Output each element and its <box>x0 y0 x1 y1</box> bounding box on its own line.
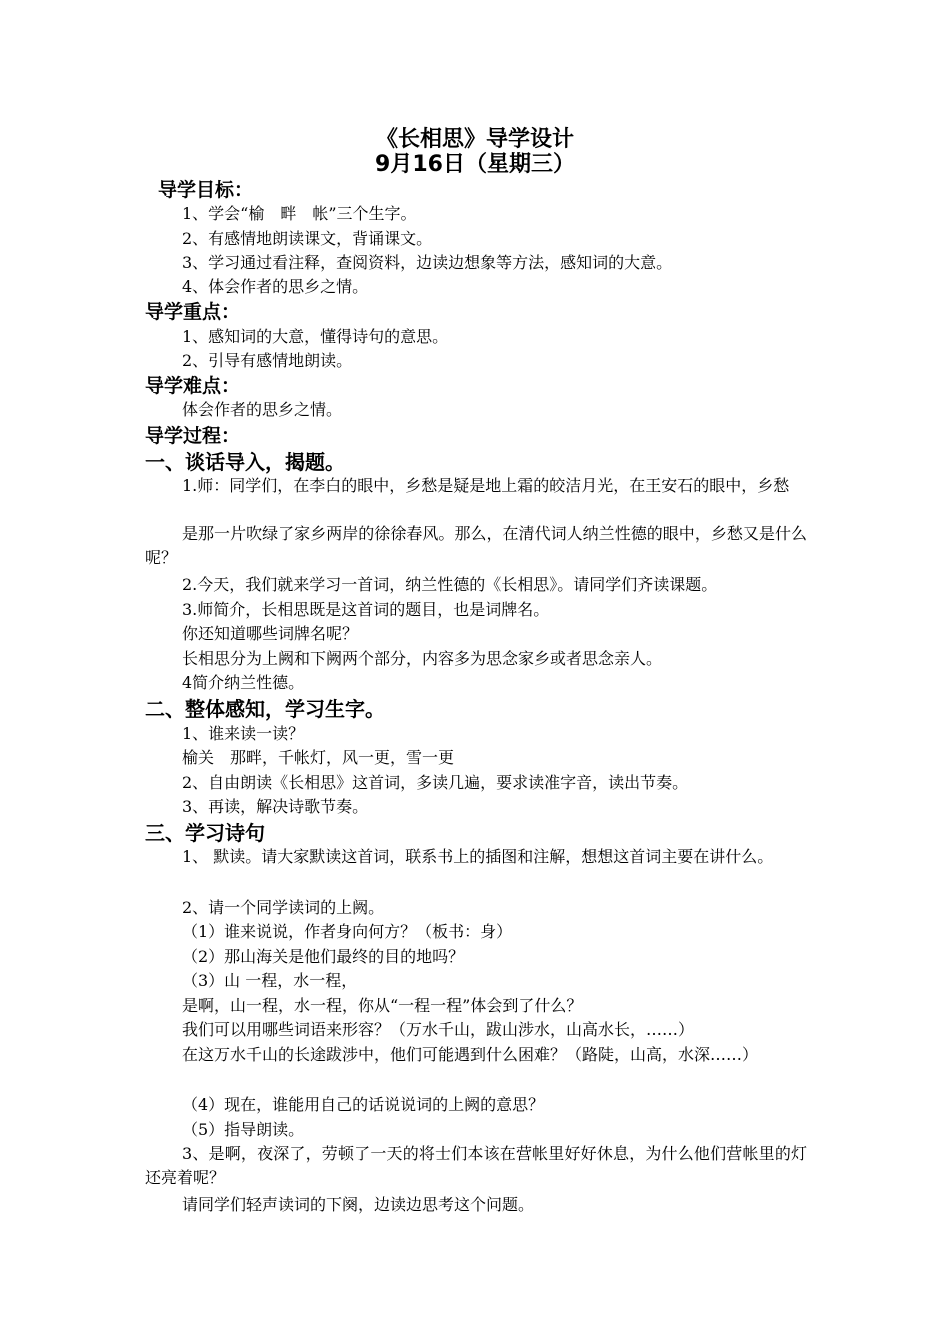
section-3-line-12: 请同学们轻声读词的下阕，边读边思考这个问题。 <box>182 1195 535 1214</box>
section-2-line-3: 2、自由朗读《长相思》这首词，多读几遍，要求读准字音，读出节奏。 <box>182 773 689 792</box>
document-date: 9月16日（星期三） <box>375 152 575 177</box>
key-point-2: 2、引导有感情地朗读。 <box>182 351 353 370</box>
section-3-line-4: （2）那山海关是他们最终的目的地吗？ <box>182 947 465 966</box>
document-title: 《长相思》导学设计 <box>375 127 574 152</box>
section-2-line-2: 榆关 那畔，千帐灯，风一更，雪一更 <box>182 748 455 767</box>
section-3-line-2: 2、请一个同学读词的上阙。 <box>182 898 385 917</box>
section-1-line-2: 是那一片吹绿了家乡两岸的徐徐春风。那么，在清代词人纳兰性德的眼中，乡愁又是什么呢？ <box>145 524 807 567</box>
process-heading: 导学过程： <box>145 425 241 447</box>
section-2-line-4: 3、再读，解决诗歌节奏。 <box>182 797 369 816</box>
goal-item-1: 1、学会“榆 畔 帐”三个生字。 <box>182 204 417 223</box>
section-1-line-1: 1.师：同学们，在李白的眼中，乡愁是疑是地上霜的皎洁月光，在王安石的眼中，乡愁 <box>182 476 790 495</box>
section-3-line-11: 3、是啊，夜深了，劳顿了一天的将士们本该在营帐里好好休息，为什么他们营帐里的灯还亮着呢？ <box>145 1144 807 1187</box>
section-3-line-5: （3）山 一程，水一程， <box>182 971 358 990</box>
section-2-line-1: 1、谁来读一读？ <box>182 724 305 743</box>
section-3-line-10: （5）指导朗读。 <box>182 1120 305 1139</box>
section-3-line-6: 是啊，山一程，水一程，你从“一程一程”体会到了什么？ <box>182 996 583 1015</box>
key-point-1: 1、感知词的大意，懂得诗句的意思。 <box>182 327 449 346</box>
section-3-line-1: 1、 默读。请大家默读这首词，联系书上的插图和注解，想想这首词主要在讲什么。 <box>182 847 774 866</box>
goal-item-3: 3、学习通过看注释，查阅资料，边读边想象等方法，感知词的大意。 <box>182 253 673 272</box>
difficulty-text: 体会作者的思乡之情。 <box>182 400 343 419</box>
section-3-line-3: （1）谁来说说，作者身向何方？（板书：身） <box>182 922 513 941</box>
key-points-heading: 导学重点： <box>145 301 241 323</box>
section-3-line-7: 我们可以用哪些词语来形容？（万水千山，跋山涉水，山高水长，……） <box>182 1020 695 1039</box>
section-1-line-4: 3.师简介，长相思既是这首词的题目，也是词牌名。 <box>182 600 550 619</box>
section-3-heading: 三、学习诗句 <box>145 821 265 845</box>
section-1-line-6: 长相思分为上阙和下阙两个部分，内容多为思念家乡或者思念亲人。 <box>182 649 663 668</box>
goals-heading: 导学目标： <box>158 179 254 201</box>
section-2-heading: 二、整体感知，学习生字。 <box>145 697 385 721</box>
goal-item-4: 4、体会作者的思乡之情。 <box>182 277 369 296</box>
section-1-line-5: 你还知道哪些词牌名呢？ <box>182 624 359 643</box>
goal-item-2: 2、有感情地朗读课文，背诵课文。 <box>182 229 433 248</box>
section-1-line-7: 4简介纳兰性德。 <box>182 673 305 692</box>
section-1-line-3: 2.今天，我们就来学习一首词，纳兰性德的《长相思》。请同学们齐读课题。 <box>182 575 718 594</box>
difficulty-heading: 导学难点： <box>145 375 241 397</box>
section-3-line-8: 在这万水千山的长途跋涉中，他们可能遇到什么困难？（路陡，山高，水深……） <box>182 1045 759 1064</box>
section-1-heading: 一、谈话导入，揭题。 <box>145 450 345 474</box>
section-3-line-9: （4）现在，谁能用自己的话说说词的上阙的意思？ <box>182 1095 545 1114</box>
